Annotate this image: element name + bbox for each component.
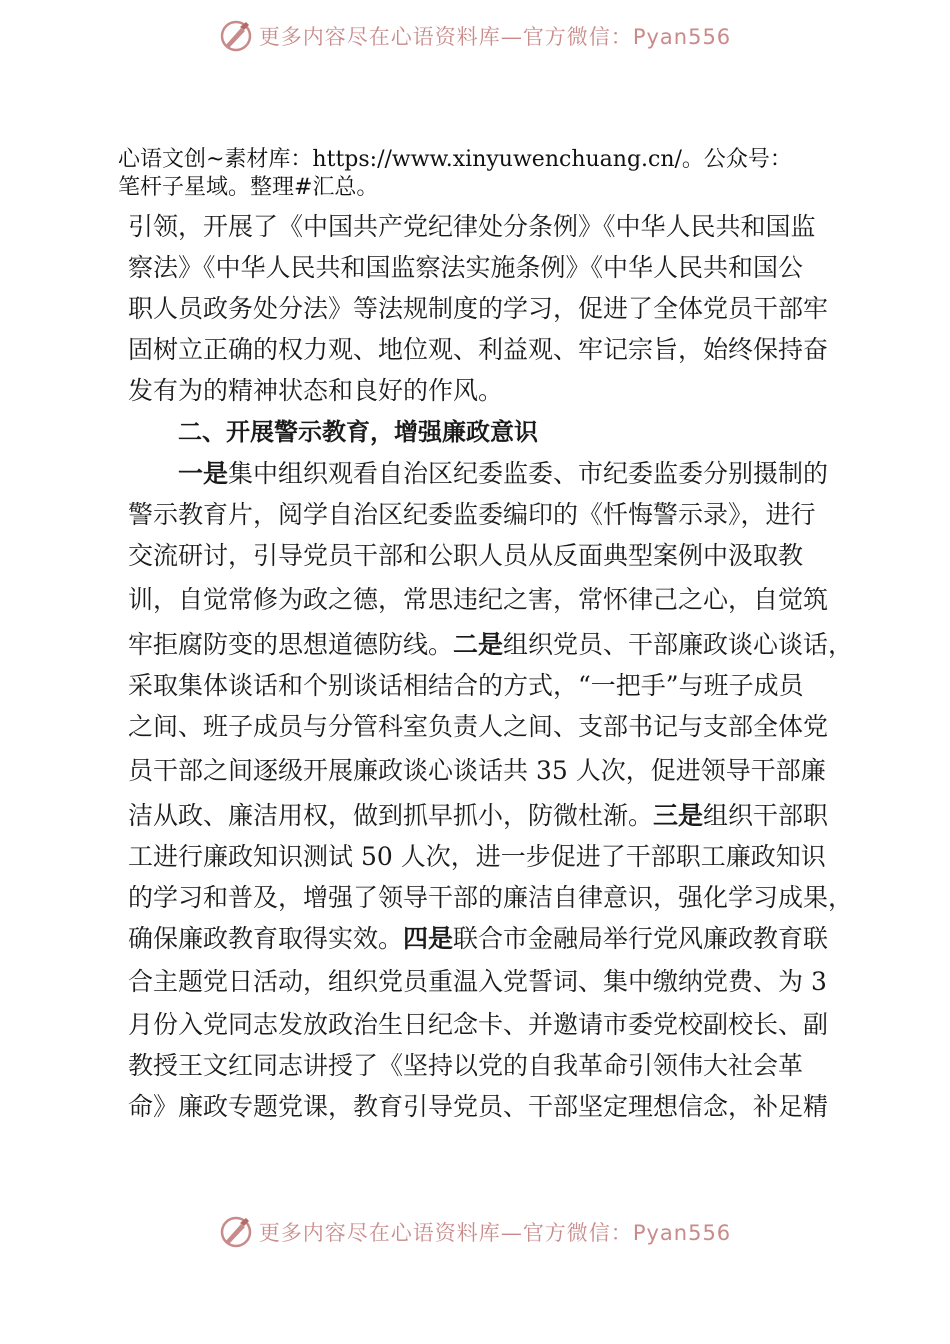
source-note — [118, 146, 848, 202]
paragraph-line: 确保廉政教育取得实效。四是联合市金融局举行党风廉政教育联 — [128, 924, 829, 953]
paragraph-line: 警示教育片，阅学自治区纪委监委编印的《忏悔警示录》，进行 — [128, 500, 816, 529]
footer-banner — [0, 1210, 950, 1254]
paragraph-line: 引领，开展了《中国共产党纪律处分条例》《中华人民共和国监 — [128, 212, 816, 241]
section-heading: 二、开展警示教育，增强廉政意识 — [178, 418, 538, 446]
header-banner — [0, 14, 950, 58]
paragraph-line: 职人员政务处分法》等法规制度的学习，促进了全体党员干部牢 — [128, 294, 829, 323]
paragraph-line: 月份入党同志发放政治生日纪念卡、并邀请市委党校副校长、副 — [128, 1010, 829, 1039]
keyword-third: 三是 — [653, 801, 704, 830]
keyword-fourth: 四是 — [403, 924, 454, 953]
paragraph-line: 固树立正确的权力观、地位观、利益观、牢记宗旨，始终保持奋 — [128, 335, 829, 364]
paragraph-line: 教授王文红同志讲授了《坚持以党的自我革命引领伟大社会革 — [128, 1051, 804, 1080]
paragraph-line: 交流研讨，引导党员干部和公职人员从反面典型案例中汲取教 — [128, 541, 804, 570]
paragraph-line: 员干部之间逐级开展廉政谈心谈话共 35 人次，促进领导干部廉 — [128, 756, 826, 785]
banner-text: 更多内容尽在心语资料库—官方微信：Pyan556 — [258, 1221, 732, 1245]
paragraph-line: 察法》《中华人民共和国监察法实施条例》《中华人民共和国公 — [128, 253, 804, 282]
paragraph-line: 牢拒腐防变的思想道德防线。二是组织党员、干部廉政谈心谈话， — [128, 630, 854, 659]
source-line-2: 笔杆子星域。整理#汇总。 — [118, 175, 379, 200]
paragraph-line: 工进行廉政知识测试 50 人次，进一步促进了干部职工廉政知识 — [128, 842, 826, 871]
paragraph-line: 洁从政、廉洁用权，做到抓早抓小，防微杜渐。三是组织干部职 — [128, 801, 829, 830]
paragraph-line: 发有为的精神状态和良好的作风。 — [128, 376, 504, 405]
paragraph-line: 一是集中组织观看自治区纪委监委、市纪委监委分别摄制的 — [178, 459, 829, 488]
paragraph-line: 训，自觉常修为政之德，常思违纪之害，常怀律己之心，自觉筑 — [128, 585, 829, 614]
pen-logo-icon — [219, 19, 253, 53]
paragraph-line: 的学习和普及，增强了领导干部的廉洁自律意识，强化学习成果， — [128, 883, 854, 912]
document-body — [128, 206, 853, 1127]
banner-text: 更多内容尽在心语资料库—官方微信：Pyan556 — [258, 25, 732, 49]
source-line-1: 心语文创~素材库：https://www.xinyuwenchuang.cn/。公众号： — [118, 147, 792, 172]
paragraph-line: 之间、班子成员与分管科室负责人之间、支部书记与支部全体党 — [128, 712, 829, 741]
pen-logo-icon — [219, 1215, 253, 1249]
paragraph-line: 采取集体谈话和个别谈话相结合的方式，“一把手”与班子成员 — [128, 671, 804, 700]
keyword-second: 二是 — [453, 630, 504, 659]
paragraph-line: 命》廉政专题党课，教育引导党员、干部坚定理想信念，补足精 — [128, 1092, 829, 1121]
keyword-first: 一是 — [178, 459, 229, 488]
paragraph-line: 合主题党日活动，组织党员重温入党誓词、集中缴纳党费、为 3 — [128, 967, 827, 996]
